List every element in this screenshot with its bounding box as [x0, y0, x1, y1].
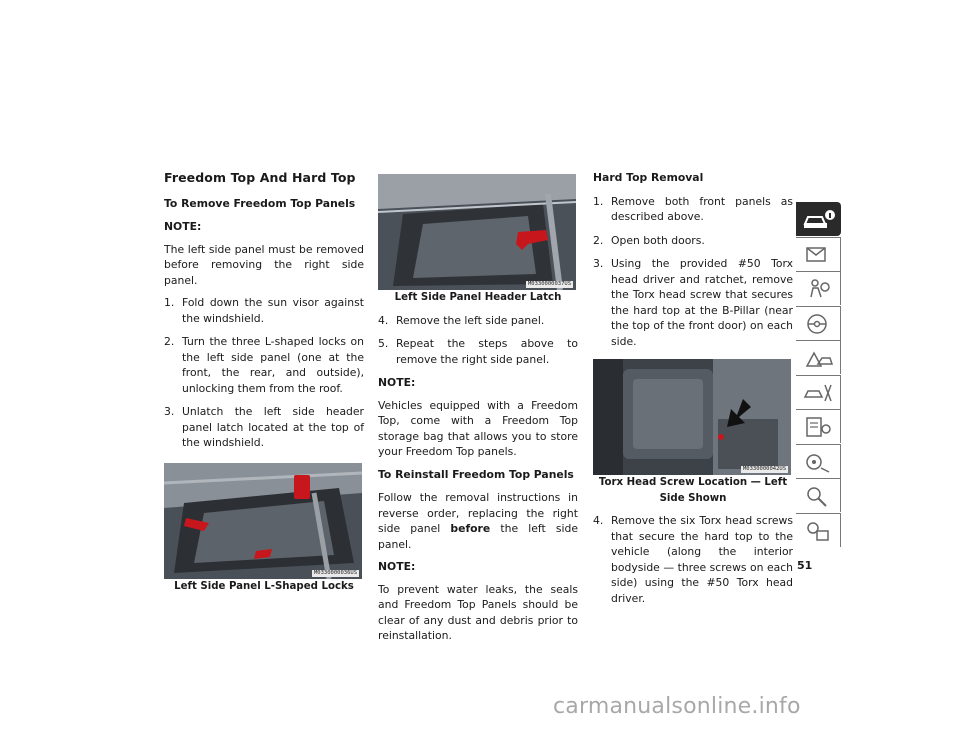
page-number: 51 — [797, 559, 813, 572]
step-item — [593, 513, 793, 606]
step-item — [593, 194, 793, 225]
warning-triangle-car-icon — [802, 345, 836, 371]
watermark: carmanualsonline.info — [553, 694, 801, 719]
tab-multimedia[interactable] — [796, 444, 841, 478]
step-item — [164, 404, 364, 451]
figure-code: M0330000042US — [742, 466, 786, 472]
step-text: Using the provided #50 Torx head driver and ratchet, remove the Torx head screw that secures the hard top at the B-Pillar (near the top of the front door) on each side. — [611, 257, 793, 348]
step-text: Unlatch the left side header panel latch located at the top of the windshield. — [182, 405, 364, 449]
step-item — [164, 334, 364, 396]
music-wrench-icon — [802, 449, 836, 475]
reinstall-text — [378, 490, 578, 552]
note-text: Vehicles equipped with a Freedom Top, come with a Freedom Top storage bag that allows you to store your Freedom Top panels. — [378, 398, 578, 458]
step-number: 4. — [378, 313, 389, 327]
header-latch-photo — [378, 174, 576, 290]
tab-dashboard[interactable] — [796, 237, 841, 271]
figure-caption: Left Side Panel Header Latch — [394, 292, 562, 303]
step-text: Remove both front panels as described above. — [611, 194, 793, 223]
step-text: Fold down the sun visor against the windshield. — [182, 296, 364, 325]
message-icon — [802, 242, 836, 268]
step-number: 1. — [164, 296, 175, 309]
column-3 — [593, 170, 793, 614]
figure-torx-screw — [593, 359, 791, 475]
figure-caption: Torx Head Screw Location — Left Side Shown — [598, 477, 788, 504]
reinstall-text-bold: before — [450, 522, 491, 535]
car-info-icon — [802, 207, 836, 233]
steering-wheel-icon — [802, 311, 836, 337]
subsection-title: To Reinstall Freedom Top Panels — [378, 467, 574, 481]
tab-servicing[interactable] — [796, 375, 841, 409]
step-item — [593, 233, 793, 249]
magnifier-icon — [802, 483, 836, 509]
subsection-title: Hard Top Removal — [593, 171, 704, 184]
step-number: 1. — [593, 194, 604, 208]
language-icon — [802, 518, 836, 544]
step-item — [378, 336, 578, 367]
column-2 — [378, 170, 578, 651]
step-number: 2. — [593, 233, 604, 247]
step-number: 3. — [164, 405, 175, 418]
chapter-tab-strip — [796, 202, 841, 547]
step-text: Open both doors. — [611, 233, 705, 247]
step-number: 4. — [593, 514, 604, 527]
subsection-title: To Remove Freedom Top Panels — [164, 196, 356, 210]
tab-technical-specifications[interactable] — [796, 409, 841, 443]
reinstall-text-part: the left side panel. — [378, 522, 578, 551]
step-item — [378, 313, 578, 329]
step-number: 2. — [164, 335, 175, 348]
section-title: Freedom Top And Hard Top — [164, 170, 356, 185]
step-number: 3. — [593, 257, 604, 270]
reinstall-text-part: Follow the removal instructions in reverse order, replacing the right side panel — [378, 491, 578, 535]
step-text: Turn the three L-shaped locks on the left side panel (one at the front, the rear, and outside), unlocking them from the roof. — [182, 335, 364, 395]
column-1 — [164, 170, 364, 601]
step-text: Remove the six Torx head screws that secure the hard top to the vehicle (along the interior bodyside — three screws on each side) using the #50 Torx head driver. — [611, 514, 793, 605]
car-tools-icon — [802, 380, 836, 406]
figure-l-shaped-locks — [164, 463, 362, 579]
tab-getting-to-know-vehicle[interactable] — [796, 202, 841, 236]
step-list — [593, 513, 793, 606]
gauge-list-icon — [802, 414, 836, 440]
figure-header-latch — [378, 174, 576, 290]
tab-languages[interactable] — [796, 513, 841, 547]
step-list — [593, 194, 793, 350]
figure-caption: Left Side Panel L-Shaped Locks — [174, 580, 354, 592]
step-list — [378, 313, 578, 368]
step-number: 5. — [378, 337, 389, 350]
note-text: The left side panel must be removed before removing the right side panel. — [164, 242, 364, 287]
tab-emergencies[interactable] — [796, 340, 841, 374]
step-list — [164, 295, 364, 451]
figure-code: M0330000036US — [313, 569, 357, 576]
note-label: NOTE: — [378, 560, 416, 573]
tab-index[interactable] — [796, 478, 841, 512]
note-text: To prevent water leaks, the seals and Freedom Top Panels should be clear of any dust and debris prior to reinstallation. — [378, 582, 578, 642]
figure-code: M0330000037US — [527, 281, 571, 287]
note-label: NOTE: — [164, 220, 202, 233]
tab-starting-operating[interactable] — [796, 306, 841, 340]
step-item — [593, 256, 793, 349]
torx-screw-photo — [593, 359, 791, 475]
step-text: Repeat the steps above to remove the right side panel. — [396, 337, 578, 366]
note-label: NOTE: — [378, 376, 416, 389]
step-text: Remove the left side panel. — [396, 313, 545, 327]
roof-interior-photo — [164, 463, 362, 579]
tab-safety[interactable] — [796, 271, 841, 305]
step-item — [164, 295, 364, 326]
person-airbag-icon — [802, 276, 836, 302]
